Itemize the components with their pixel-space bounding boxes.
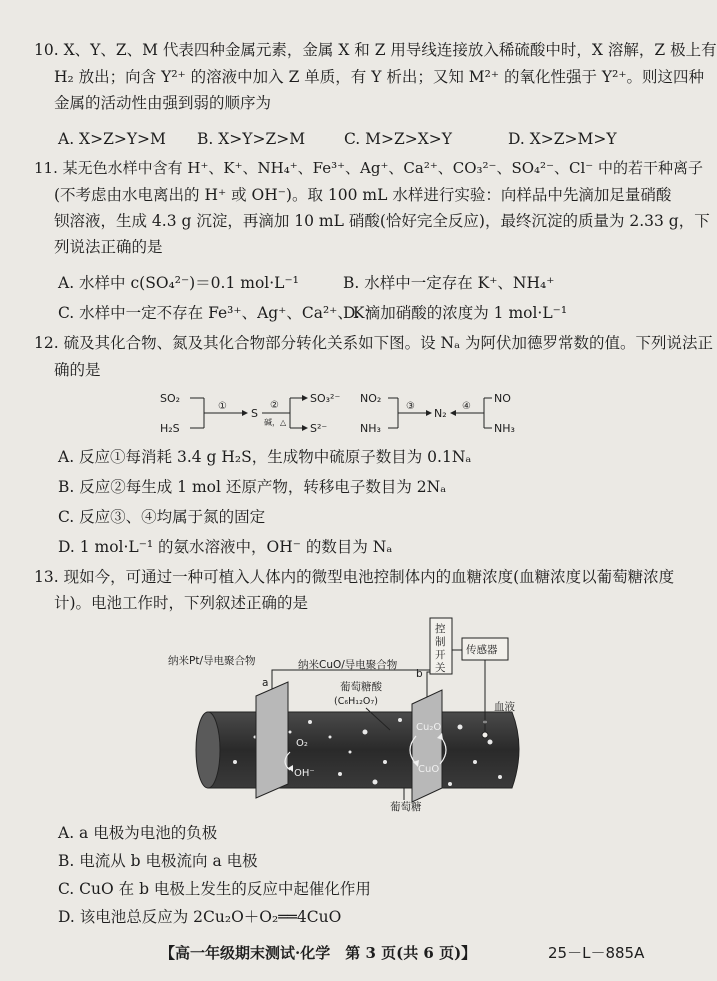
q10-option-a: A. X>Z>Y>M: [58, 130, 166, 148]
scheme-circle-3: ③: [406, 401, 415, 412]
page-footer-title: 【高一年级期末测试·化学 第 3 页(共 6 页)】: [160, 944, 477, 962]
sensor-label: 传感器: [466, 644, 498, 656]
scheme-h2s: H₂S: [160, 422, 180, 435]
q13-option-b: B. 电流从 b 电极流向 a 电极: [58, 852, 258, 870]
q10-stem-line3: 金属的活动性由强到弱的顺序为: [54, 94, 272, 112]
q12-option-b: B. 反应②每生成 1 mol 还原产物，转移电子数目为 2Nₐ: [58, 478, 447, 496]
q12-stem-line2: 确的是: [54, 361, 101, 379]
left-material-label: 纳米Pt/导电聚合物: [168, 655, 256, 667]
q12-option-a: A. 反应①每消耗 3.4 g H₂S，生成物中硫原子数目为 0.1Nₐ: [58, 448, 472, 466]
q10-option-b: B. X>Y>Z>M: [197, 130, 306, 148]
scheme-circle-2: ②: [270, 400, 279, 411]
cu2o-label: Cu₂O: [416, 722, 442, 733]
scheme-circle-4: ④: [462, 401, 471, 412]
scheme-so3: SO₃²⁻: [310, 392, 341, 405]
q11-stem-line1: 11. 某无色水样中含有 H⁺、K⁺、NH₄⁺、Fe³⁺、Ag⁺、Ca²⁺、CO₃²⁻、SO₄²⁻、Cl⁻ 中的若干种离子: [34, 159, 703, 177]
q12-option-d: D. 1 mol·L⁻¹ 的氨水溶液中，OH⁻ 的数目为 Nₐ: [58, 538, 393, 556]
scheme-so2: SO₂: [160, 392, 181, 405]
q13-option-d: D. 该电池总反应为 2Cu₂O＋O₂══4CuO: [58, 908, 342, 926]
scheme-no: NO: [494, 392, 511, 405]
q13-option-a: A. a 电极为电池的负极: [58, 824, 218, 842]
scheme-n2: N₂: [434, 407, 447, 420]
scheme-condition: 碱，△: [264, 418, 287, 427]
blood-label: 血液: [494, 701, 515, 713]
gluconic-formula-label: (C₆H₁₂O₇): [334, 696, 378, 707]
o2-label: O₂: [296, 738, 308, 749]
glucose-label: 葡萄糖: [390, 801, 422, 813]
q13-stem-line1: 13. 现如今，可通过一种可植入人体内的微型电池控制体内的血糖浓度(血糖浓度以葡萄糖浓度: [34, 568, 675, 586]
scheme-s: S: [251, 407, 258, 420]
q10-option-c: C. M>Z>X>Y: [344, 130, 453, 148]
gluconic-acid-label: 葡萄糖酸: [340, 681, 382, 693]
scheme-no2: NO₂: [360, 392, 382, 405]
control-switch-char2: 制: [435, 636, 446, 648]
q11-option-a: A. 水样中 c(SO₄²⁻)＝0.1 mol·L⁻¹: [58, 274, 299, 292]
q12-stem-line1: 12. 硫及其化合物、氮及其化合物部分转化关系如下图。设 Nₐ 为阿伏加德罗常数的值。下列说法正: [34, 334, 713, 352]
scheme-s2: S²⁻: [310, 422, 328, 435]
q13-stem-line2: 计)。电池工作时，下列叙述正确的是: [54, 594, 309, 612]
q12-option-c: C. 反应③、④均属于氮的固定: [58, 508, 266, 526]
right-material-label: 纳米CuO/导电聚合物: [298, 659, 398, 671]
control-switch-char4: 关: [435, 662, 446, 674]
page-footer-code: 25－L－885A: [548, 944, 645, 962]
q10-option-d: D. X>Z>M>Y: [508, 130, 617, 148]
q10-stem-line2: H₂ 放出；向含 Y²⁺ 的溶液中加入 Z 单质，有 Y 析出；又知 M²⁺ 的氧化性强于 Y²⁺。则这四种: [54, 68, 705, 86]
q11-stem-line2: (不考虑由水电离出的 H⁺ 或 OH⁻)。取 100 mL 水样进行实验：向样品中先滴加足量硝酸: [54, 186, 672, 204]
scheme-nh3-right: NH₃: [494, 422, 515, 435]
oh-label: OH⁻: [294, 768, 315, 779]
q11-option-c: C. 水样中一定不存在 Fe³⁺、Ag⁺、Ca²⁺、K⁺: [58, 304, 373, 322]
control-switch-char3: 开: [435, 649, 446, 661]
sulfur-nitrogen-scheme: [150, 388, 530, 440]
scheme-nh3-left: NH₃: [360, 422, 381, 435]
q11-option-b: B. 水样中一定存在 K⁺、NH₄⁺: [343, 274, 555, 292]
glucose-battery-diagram: [168, 612, 570, 817]
q11-stem-line4: 列说法正确的是: [54, 238, 163, 256]
electrode-a-label: a: [262, 677, 269, 689]
q13-option-c: C. CuO 在 b 电极上发生的反应中起催化作用: [58, 880, 371, 898]
q11-option-d: D. 滴加硝酸的浓度为 1 mol·L⁻¹: [343, 304, 568, 322]
scheme-circle-1: ①: [218, 401, 227, 412]
q10-stem-line1: 10. X、Y、Z、M 代表四种金属元素，金属 X 和 Z 用导线连接放入稀硫酸中时，X 溶解，Z 极上有: [34, 41, 717, 59]
electrode-b-label: b: [416, 668, 423, 680]
control-switch-char1: 控: [435, 623, 446, 635]
cuo-label: CuO: [418, 764, 440, 775]
q11-stem-line3: 钡溶液，生成 4.3 g 沉淀，再滴加 10 mL 硝酸(恰好完全反应)，最终沉淀的质量为 2.33 g，下: [54, 212, 710, 230]
